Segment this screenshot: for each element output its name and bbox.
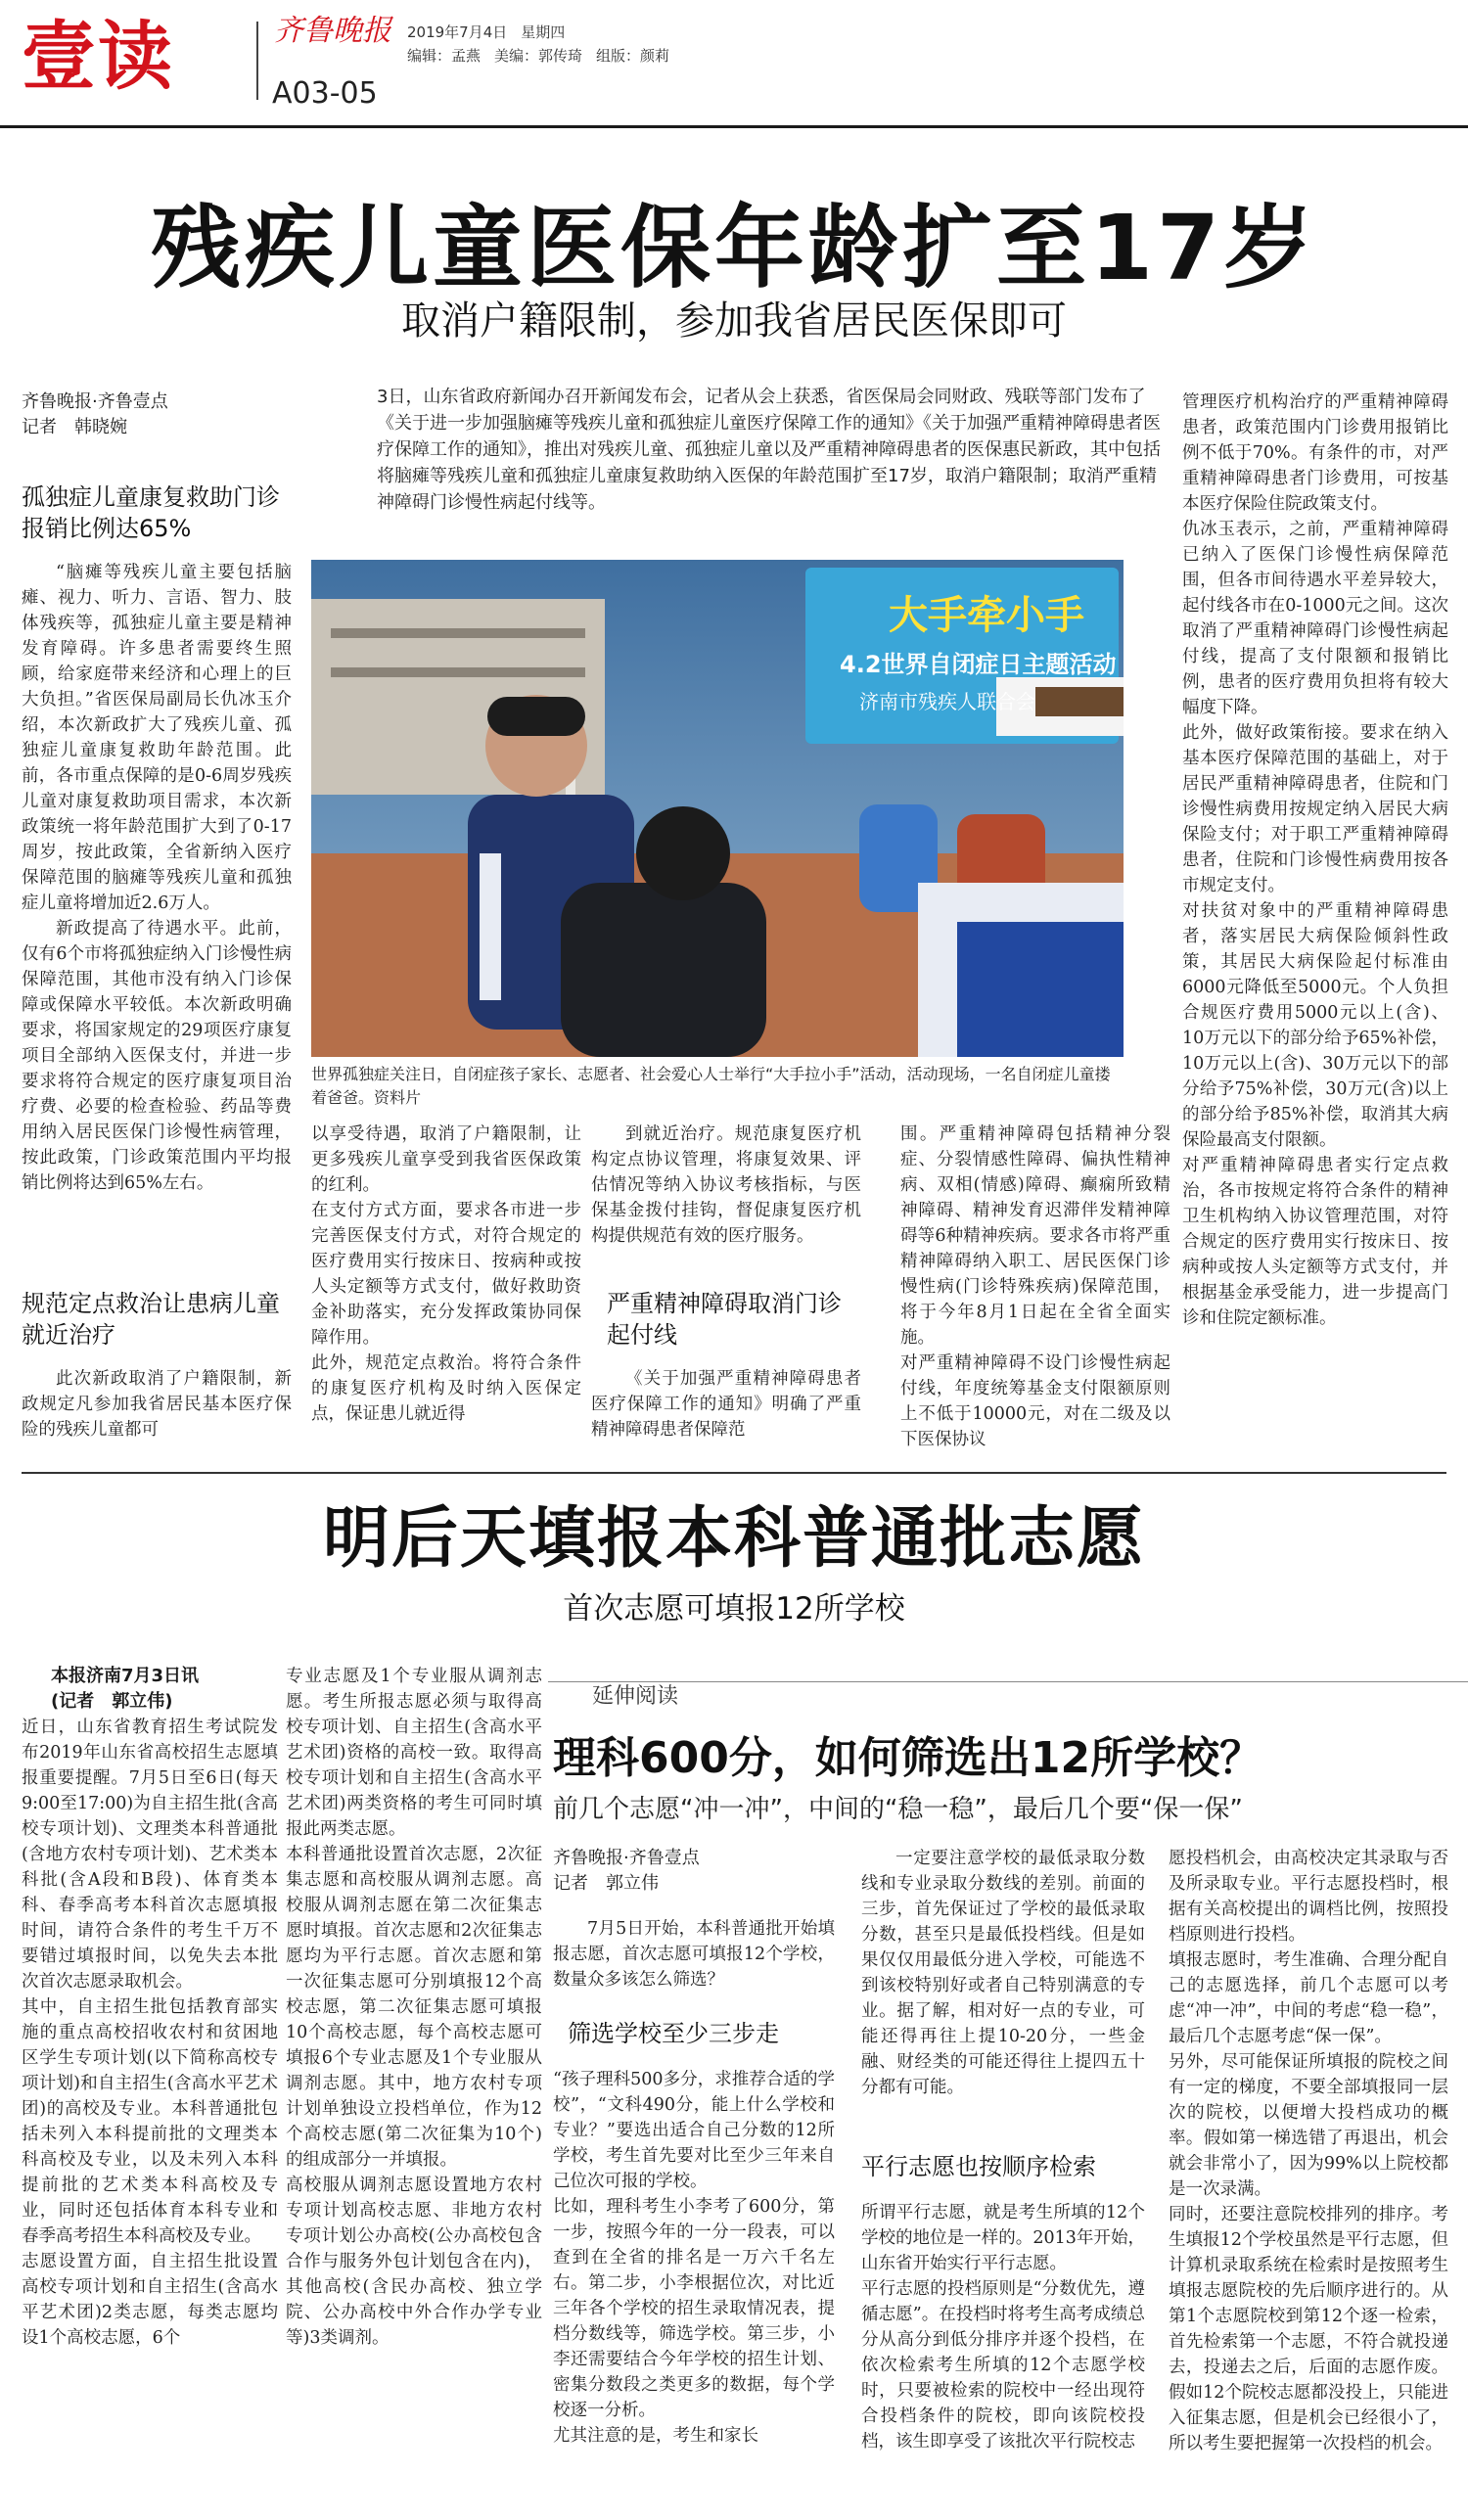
newspaper-name: 齐鲁晚报 (274, 14, 391, 48)
sidebar-col1-intro (553, 1916, 835, 1998)
article1-headline: 残疾儿童医保年龄扩至17岁 (150, 196, 1318, 300)
section-divider (22, 1472, 1446, 1474)
article1-subhead-autism: 孤独症儿童康复救助门诊报销比例达65% (22, 483, 280, 542)
article2-headline: 明后天填报本科普通批志愿 (322, 1500, 1145, 1578)
article1-subhead-treatment: 规范定点救治让患病儿童就近治疗 (22, 1290, 280, 1349)
article1-col1-body (22, 560, 292, 1272)
article1-subheadline: 取消户籍限制，参加我省居民医保即可 (401, 298, 1067, 344)
sidebar-source: 齐鲁晚报·齐鲁壹点 (553, 1848, 700, 1868)
sidebar-subhead-steps: 筛选学校至少三步走 (568, 2020, 779, 2047)
sidebar-rule (548, 1681, 1468, 1682)
sidebar-col2-tail: 所谓平行志愿，就是考生所填的12个学校的地位是一样的。2013年开始，山东省开始实行平行志愿。 平行志愿的投档原则是“分数优先，遵循志愿”。在投档时将考生高考成绩总分从高分到低分排序并逐个投档，在依次检索考生所填的12个志愿学校时，只要被检索的院校中一经出现符合投档条件的院校，即向该院校投档，该生即享受了该批次平行院校志 (861, 2203, 1145, 2451)
issue-date: 2019年7月4日 (407, 23, 508, 41)
article1-byline (22, 389, 286, 440)
article2-col1-body: 近日，山东省教育招生考试院发布2019年山东省高校招生志愿填报重要提醒。7月5日至6日(每天9:00至17:00)为自主招生批(含高校专项计划)、文理类本科普通批(含地方农村专项计划)、艺术类本科批(含A段和B段)、体育类本科、春季高考本科首次志愿填报时间，请符合条件的考生千万不要错过填报时间，以免失去本批次首次志愿录取机会。 其中，自主招生批包括教育部实施的重点高校招收农村和贫困地区学生专项计划(以下简称高校专项计划)和自主招生(含高水平艺术团)的高校及专业。本科普通批包括未列入本科提前批的文理类本科高校及专业，以及未列入本科提前批的艺术类本科高校及专业，同时还包括体育本科专业和春季高考招生本科高校及专业。 志愿设置方面，自主招生批设置高校专项计划和自主招生(含高水平艺术团)2类志愿，每类志愿均设1个高校志愿，6个 (22, 1718, 278, 2348)
sidebar-col1-body: “孩子理科500多分，求推荐合适的学校”，“文科490分，能上什么学校和专业？”要选出适合自己分数的12所学校，考生首先要对比至少三年来自己位次可报的学校。 比如，理科考生小李考了600分，第一步，按照今年的一分一段表，可以查到在全省的排名是一万六千名左右。第二步，小李根据位次，对比近三年各个学校的招生录取情况表，提档分数线等，筛选学校。第三步，小李还需要结合今年学校的招生计划、密集分数段之类更多的数据，每个学校逐一分析。 尤其注意的是，考生和家长 (553, 2070, 835, 2446)
sidebar-col2-body (861, 1846, 1145, 2124)
photo-illustration (311, 560, 1124, 1057)
article1-col1-para: 此次新政取消了户籍限制，新政规定凡参加我省居民基本医疗保险的残疾儿童都可 (22, 1369, 292, 1440)
sidebar-col3-body: 愿投档机会，由高校决定其录取与否及所录取专业。平行志愿投档时，根据有关高校提出的调档比例，按照投档原则进行投档。 填报志愿时，考生准确、合理分配自己的志愿选择，前几个志愿可以考虑“冲一冲”，中间的考虑“稳一稳”，最后几个志愿考虑“保一保”。 另外，尽可能保证所填报的院校之间有一定的梯度，不要全部填报同一层次的院校，以便增大投档成功的概率。假如第一梯选错了再退出，机会就会非常小了，因为99%以上院校都是一次录满。 同时，还要注意院校排列的排序。考生填报12个学校虽然是平行志愿，但计算机录取系统在检索时是按照考生填报志愿院校的先后顺序进行的。从第1个志愿院校到第12个逐一检索，首先检索第一个志愿，不符合就投递去，投递去之后，后面的志愿作废。假如12个院校志愿都没投上，只能进入征集志愿，但是机会已经很小了，所以考生要把握第一次投档的机会。 (1169, 1849, 1448, 2453)
article1-col3-para: 《关于加强严重精神障碍患者医疗保障工作的通知》明确了严重精神障碍患者保障范 (591, 1369, 861, 1440)
article1-subhead-mental: 严重精神障碍取消门诊起付线 (607, 1290, 842, 1349)
article2-subheadline: 首次志愿可填报12所学校 (563, 1591, 905, 1627)
sidebar-reporter: 记者 郭立伟 (553, 1873, 659, 1894)
banner-title: 大手牵小手 (889, 593, 1084, 638)
masthead-divider (256, 22, 258, 100)
article1-col2-body: 以享受待遇，取消了户籍限制，让更多残疾儿童享受到我省医保政策的红利。 在支付方式方面，要求各市进一步完善医保支付方式，对符合规定的医疗费用实行按床日、按病种或按人头定额等方式支付，做好救助资金补助落实，充分发挥政策协同保障作用。 此外，规范定点救治。将符合条件的康复医疗机构及时纳入医保定点，保证患儿就近得 (311, 1124, 581, 1424)
sidebar-tag: 延伸阅读 (592, 1684, 679, 1709)
proofreader-credit: 组版：颜莉 (596, 47, 670, 65)
page-code: A03-05 (272, 76, 378, 111)
article1-col1-para: 新政提高了待遇水平。此前，仅有6个市将孤独症纳入门诊慢性病保障范围，其他市没有纳入门诊保障或保障水平较低。本次新政明确要求，将国家规定的29项医疗康复项目全部纳入医保支付，并进一步要求将符合规定的医疗康复项目治疗费、必要的检查检验、药品等费用纳入居民医保门诊慢性病管理，按此政策，门诊政策范围内平均报销比例将达到65%左右。 (22, 919, 292, 1193)
article1-col5-body: 管理医疗机构治疗的严重精神障碍患者，政策范围内门诊费用报销比例不低于70%。有条件的市，对严重精神障碍患者门诊费用，可按基本医疗保险住院政策支付。 仇冰玉表示，之前，严重精神障碍已纳入了医保门诊慢性病保障范围，但各市间待遇水平差异较大，起付线各市在0-1000元之间。这次取消了严重精神障碍门诊慢性病起付线，提高了支付限额和报销比例，患者的医疗费用负担将有较大幅度下降。 此外，做好政策衔接。要求在纳入基本医疗保障范围的基础上，对于居民严重精神障碍患者，住院和门诊慢性病费用按规定纳入居民大病保险支付；对于职工严重精神障碍患者，住院和门诊慢性病费用按各市规定支付。 对扶贫对象中的严重精神障碍患者，落实居民大病保险倾斜性政策，其居民大病保险起付标准由6000元降低至5000元。个人负担合规医疗费用5000元以上(含)、10万元以下的部分给予65%补偿，10万元以上(含)、30万元以下的部分给予75%补偿，30万元(含)以上的部分给予85%补偿，取消其大病保险最高支付限额。 对严重精神障碍患者实行定点救治，各市按规定将符合条件的精神卫生机构纳入协议管理范围，对符合规定的医疗费用实行按床日、按病种或按人头定额等方式支付，并根据基金承受能力，进一步提高门诊和住院定额标准。 (1182, 392, 1448, 1328)
article1-lead: 3日，山东省政府新闻办召开新闻发布会，记者从会上获悉，省医保局会同财政、残联等部门发布了《关于进一步加强脑瘫等残疾儿童和孤独症儿童医疗保障工作的通知》《关于加强严重精神障碍患者医疗保障工作的通知》，推出对残疾儿童、孤独症儿童以及严重精神障碍患者的医保惠民新政，其中包括将脑瘫等残疾儿童和孤独症儿童康复救助纳入医保的年龄范围扩至17岁，取消户籍限制；取消严重精神障碍门诊慢性病起付线等。 (377, 387, 1161, 513)
editor-credits (407, 45, 683, 66)
news-photo (311, 560, 1124, 1057)
article1-col3-para: 到就近治疗。规范康复医疗机构定点协议管理，将康复效果、评估情况等纳入协议考核指标，与医保基金拨付挂钩，督促康复医疗机构提供规范有效的医疗服务。 (591, 1124, 861, 1246)
section-brand: 壹读 (22, 13, 174, 100)
sidebar-col1-para: 7月5日开始，本科普通批开始填报志愿，首次志愿可填报12个学校，数量众多该怎么筛选？ (553, 1919, 835, 1990)
article2-dateline (51, 1664, 286, 1715)
sidebar-subheadline: 前几个志愿“冲一冲”，中间的“稳一稳”，最后几个要“保一保” (553, 1795, 1243, 1824)
article1-col4-body: 围。严重精神障碍包括精神分裂症、分裂情感性障碍、偏执性精神病、双相(情感)障碍、癫痫所致精神障碍、精神发育迟滞伴发精神障碍等6种精神疾病。要求各市将严重精神障碍纳入职工、居民医保门诊慢性病(门诊特殊疾病)保障范围，将于今年8月1日起在全省全面实施。 对严重精神障碍不设门诊慢性病起付线，年度统筹基金支付限额原则上不低于10000元，对在二级及以下医保协议 (900, 1124, 1170, 1449)
banner-organizer: 济南市残疾人联合会 (859, 690, 1035, 713)
photo-caption: 世界孤独症关注日，自闭症孩子家长、志愿者、社会爱心人士举行“大手拉小手”活动，活动现场，一名自闭症儿童搂着爸爸。资料片 (311, 1065, 1111, 1107)
article2-reporter: (记者 郭立伟) (51, 1691, 173, 1712)
sidebar-col2-para: 一定要注意学校的最低录取分数线和专业录取分数线的差别。前面的三步，首先保证过了学校的最低录取分数，甚至只是最低投档线。但是如果仅仅用最低分进入学校，可能选不到该校特别好或者自己特别满意的专业。据了解，相对好一点的专业，可能还得再往上提10-20分，一些金融、财经类的可能还得往上提四五十分都有可能。 (861, 1849, 1145, 2097)
article2-dateline-text: 本报济南7月3日讯 (51, 1666, 200, 1686)
sidebar-headline: 理科600分，如何筛选出12所学校？ (553, 1733, 1263, 1783)
art-editor-credit: 美编：郭传琦 (494, 47, 583, 65)
article1-col3-tail (591, 1366, 861, 1470)
article1-source: 齐鲁晚报·齐鲁壹点 (22, 391, 168, 412)
article2-col2-body: 专业志愿及1个专业服从调剂志愿。考生所报志愿必须与取得高校专项计划、自主招生(含高水平艺术团)资格的高校一致。取得高校专项计划和自主招生(含高水平艺术团)两类资格的考生可同时填报此两类志愿。 本科普通批设置首次志愿，2次征集志愿和高校服从调剂志愿。高校服从调剂志愿在第二次征集志愿时填报。首次志愿和2次征集志愿均为平行志愿。首次志愿和第一次征集志愿可分别填报12个高校志愿，第二次征集志愿可填报10个高校志愿，每个高校志愿可填报6个专业志愿及1个专业服从调剂志愿。其中，地方农村专项计划单独设立投档单位，作为12个高校志愿(第二次征集为10个)的组成部分一并填报。 高校服从调剂志愿设置地方农村专项计划高校志愿、非地方农村专项计划公办高校(公办高校包含合作与服务外包计划包含在内)，其他高校(含民办高校、独立学院、公办高校中外合作办学专业等)3类调剂。 (286, 1667, 542, 2348)
article1-reporter: 记者 韩晓婉 (22, 417, 127, 437)
editor-credit: 编辑：孟燕 (407, 47, 482, 65)
masthead-rule (0, 125, 1468, 128)
issue-weekday: 星期四 (521, 23, 566, 41)
sidebar-subhead-parallel: 平行志愿也按顺序检索 (861, 2153, 1096, 2180)
article1-col1-para: “脑瘫等残疾儿童主要包括脑瘫、视力、听力、言语、智力、肢体残疾等，孤独症儿童主要是精神发育障碍。许多患者需要终生照顾，给家庭带来经济和心理上的巨大负担。”省医保局副局长仇冰玉介绍，本次新政扩大了残疾儿童、孤独症儿童康复救助年龄范围。此前，各市重点保障的是0-6周岁残疾儿童对康复救助项目需求，本次新政策统一将年龄范围扩大到了0-17周岁，按此政策，全省新纳入医疗保障范围的脑瘫等残疾儿童和孤独症儿童将增加近2.6万人。 (22, 563, 292, 913)
article1-col3-body (591, 1122, 861, 1296)
sidebar-byline (553, 1846, 798, 1897)
article1-col1-tail (22, 1366, 292, 1468)
issue-date-row (407, 22, 578, 42)
banner-subtitle: 4.2世界自闭症日主题活动 (840, 651, 1117, 678)
